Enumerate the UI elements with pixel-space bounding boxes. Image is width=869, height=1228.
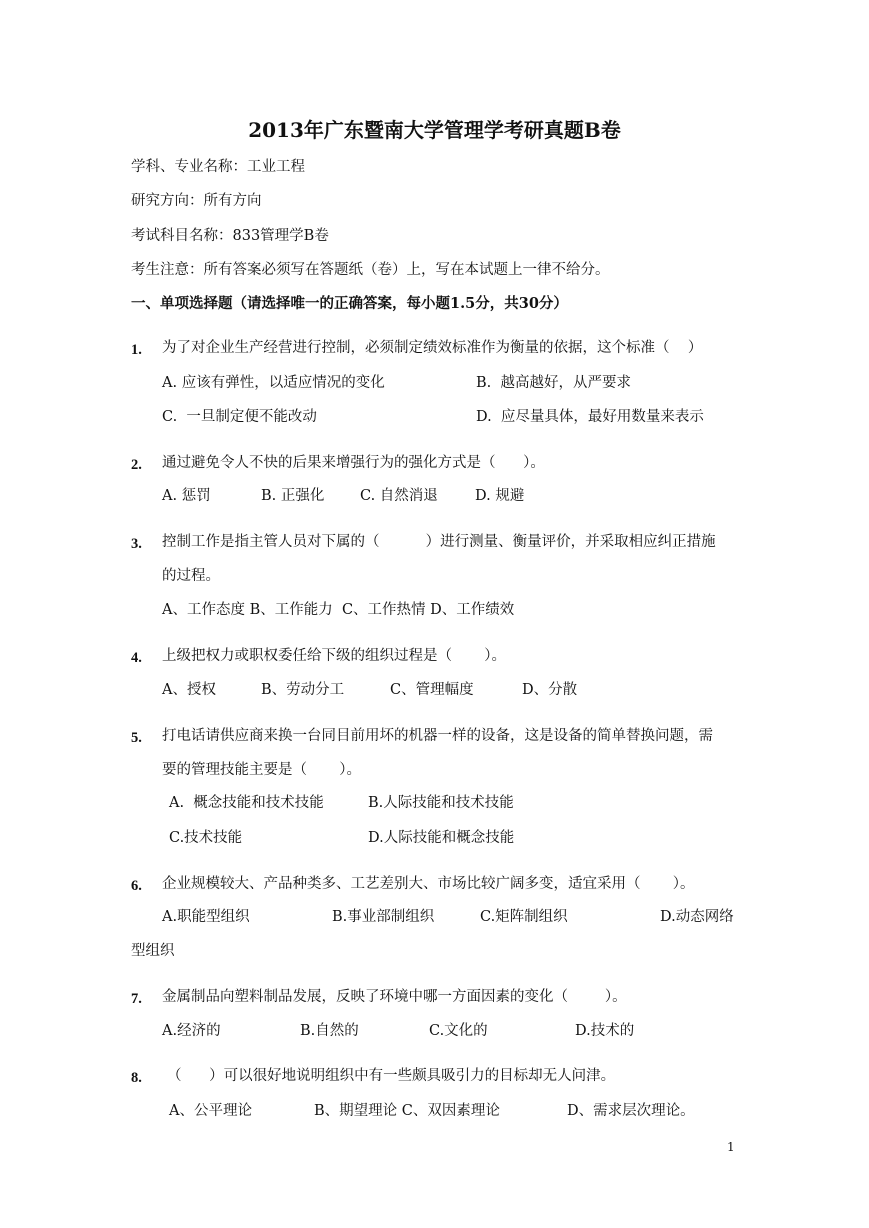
- option-b: B、期望理论 C、双因素理论: [314, 1103, 500, 1119]
- question-text: 通过避免令人不快的后果来增强行为的强化方式是（ ）。: [162, 455, 545, 471]
- page-title: 2013年广东暨南大学管理学考研真题B卷: [248, 118, 621, 142]
- notice-line: 考生注意：所有答案必须写在答题纸（卷）上，写在本试题上一律不给分。: [131, 262, 610, 278]
- exam-name-line: 考试科目名称：833管理学B卷: [131, 228, 329, 244]
- question-number: 4.: [131, 650, 142, 666]
- question-number: 5.: [131, 730, 142, 746]
- question-number: 8.: [131, 1070, 142, 1086]
- option-d: D. 应尽量具体，最好用数量来表示: [476, 409, 704, 425]
- question-number: 7.: [131, 991, 142, 1007]
- question-text-continued: 要的管理技能主要是（ ）。: [162, 762, 362, 778]
- option-d: D、需求层次理论。: [567, 1103, 695, 1119]
- option-d: D.人际技能和概念技能: [368, 830, 515, 846]
- question-text: 打电话请供应商来换一台同目前用坏的机器一样的设备，这是设备的简单替换问题，需: [162, 728, 713, 744]
- option-b: B. 越高越好，从严要求: [476, 375, 631, 391]
- question-text: 为了对企业生产经营进行控制，必须制定绩效标准作为衡量的依据，这个标准（ ）: [162, 340, 703, 356]
- option-b: B. 正强化: [261, 488, 325, 504]
- direction-line: 研究方向：所有方向: [131, 193, 262, 209]
- question-text: 控制工作是指主管人员对下属的（ ）进行测量、衡量评价，并采取相应纠正措施: [162, 534, 716, 550]
- option-d: D.动态网络: [660, 909, 734, 925]
- question-number: 3.: [131, 536, 142, 552]
- option-a: A、授权: [162, 682, 216, 698]
- option-c: C.技术技能: [169, 830, 243, 846]
- subject-line: 学科、专业名称：工业工程: [131, 159, 305, 175]
- option-b: B.自然的: [300, 1023, 359, 1039]
- option-d: D. 规避: [475, 488, 525, 504]
- page-number: 1: [727, 1140, 735, 1154]
- option-d-continued: 型组织: [131, 943, 175, 959]
- question-number: 2.: [131, 457, 142, 473]
- option-a: A.职能型组织: [162, 909, 250, 925]
- question-text: 企业规模较大、产品种类多、工艺差别大、市场比较广阔多变，适宜采用（ ）。: [162, 876, 695, 892]
- question-number: 6.: [131, 878, 142, 894]
- option-d: D、分散: [522, 682, 578, 698]
- question-number: 1.: [131, 342, 142, 358]
- option-a: A. 惩罚: [162, 488, 211, 504]
- option-a: A. 概念技能和技术技能: [169, 795, 324, 811]
- question-text: 上级把权力或职权委任给下级的组织过程是（ ）。: [162, 648, 507, 664]
- option-a: A.经济的: [162, 1023, 221, 1039]
- option-c: C. 一旦制定便不能改动: [162, 409, 317, 425]
- option-c: C、管理幅度: [390, 682, 474, 698]
- section-header: 一、单项选择题（请选择唯一的正确答案，每小题1.5分，共30分）: [131, 295, 568, 312]
- options-line: A、工作态度 B、工作能力 C、工作热情 D、工作绩效: [162, 602, 515, 618]
- option-c: C. 自然消退: [360, 488, 438, 504]
- option-c: C.文化的: [429, 1023, 488, 1039]
- question-text: （ ）可以很好地说明组织中有一些颇具吸引力的目标却无人问津。: [167, 1068, 616, 1084]
- option-c: C.矩阵制组织: [480, 909, 568, 925]
- option-b: B.事业部制组织: [332, 909, 435, 925]
- option-a: A. 应该有弹性，以适应情况的变化: [162, 375, 385, 391]
- question-text: 金属制品向塑料制品发展，反映了环境中哪一方面因素的变化（ ）。: [162, 989, 627, 1005]
- question-text-continued: 的过程。: [162, 568, 220, 584]
- option-d: D.技术的: [575, 1023, 635, 1039]
- option-b: B.人际技能和技术技能: [368, 795, 514, 811]
- option-b: B、劳动分工: [261, 682, 345, 698]
- option-a: A、公平理论: [169, 1103, 252, 1119]
